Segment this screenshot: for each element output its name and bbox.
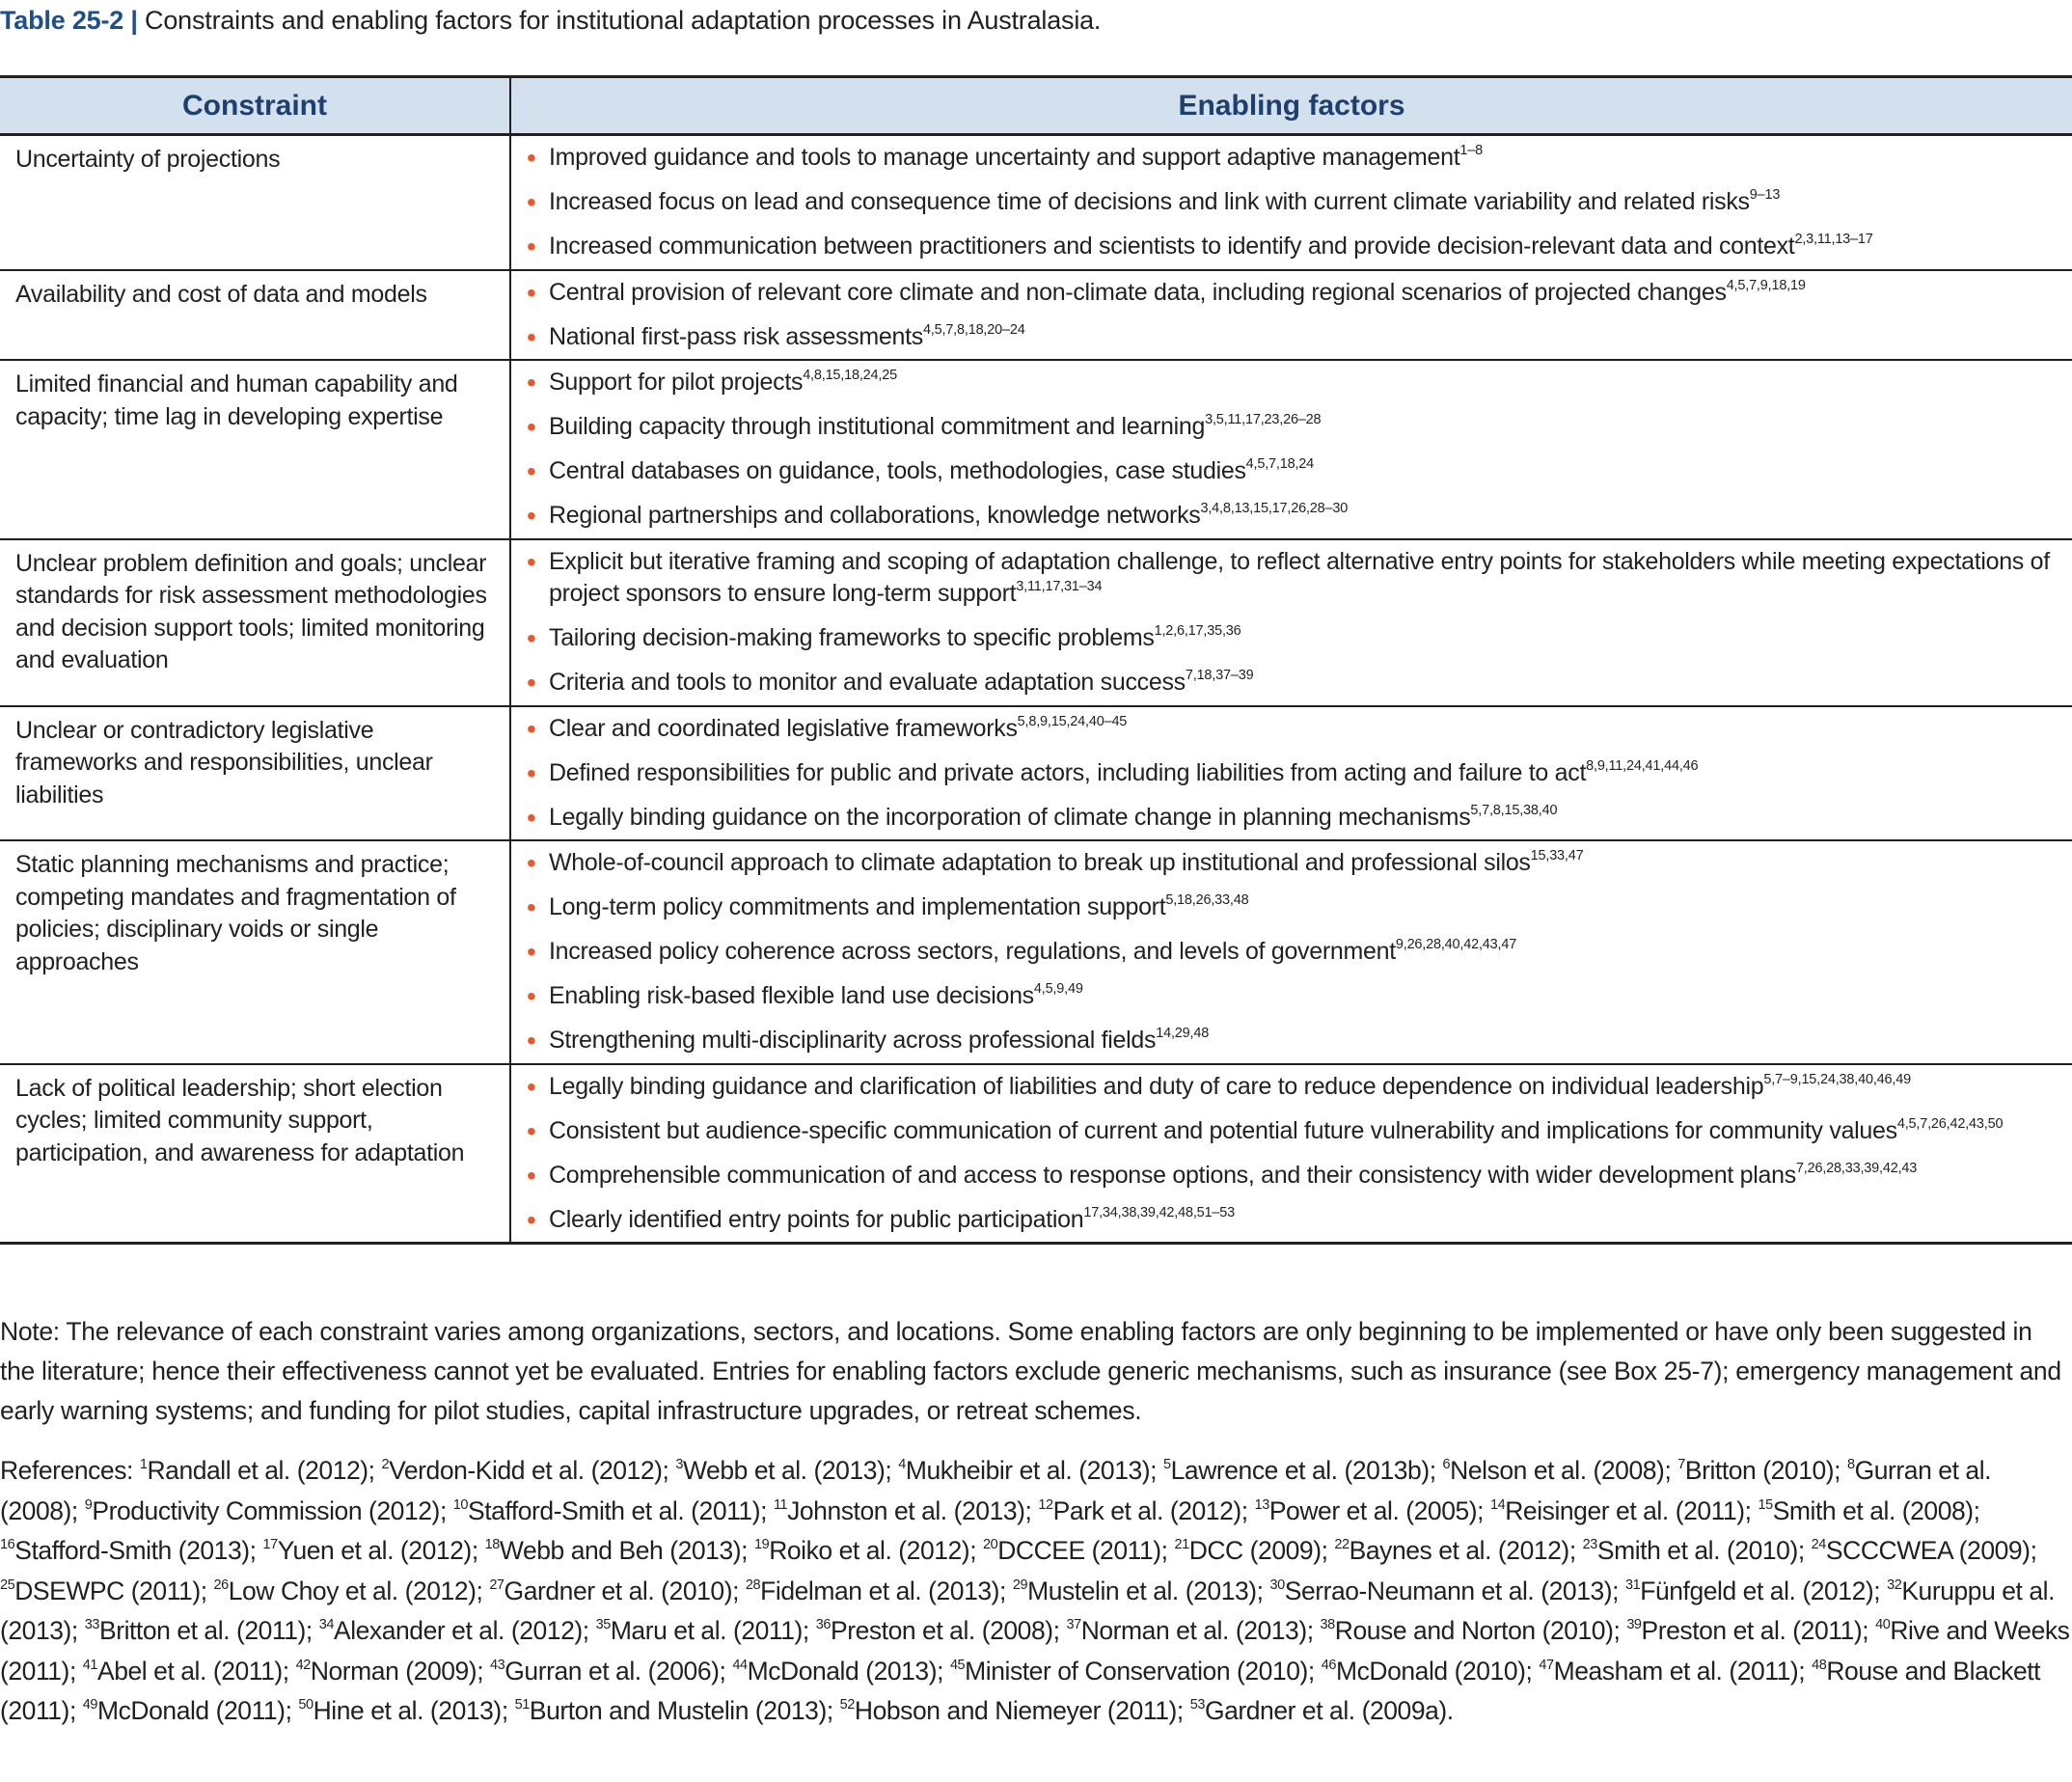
reference-text: Yuen et al. (2012) [277, 1536, 472, 1565]
reference-number: 43 [490, 1657, 505, 1673]
reference-superscript: 7,18,37–39 [1185, 668, 1254, 683]
enabling-factor-text: Legally binding guidance and clarification of liabilities and duty of care to reduce dependence on individual leadership [549, 1072, 1764, 1100]
reference-text: DSEWPC (2011) [14, 1576, 201, 1605]
reference-item [490, 1657, 720, 1686]
reference-number: 35 [595, 1617, 611, 1632]
bullet-icon: • [527, 1160, 536, 1191]
enabling-factor-text: Criteria and tools to monitor and evaluate adaptation success [549, 669, 1186, 696]
enabling-factor-text: Clearly identified entry points for public participation [549, 1205, 1084, 1233]
reference-item [983, 1536, 1161, 1565]
reference-number: 28 [745, 1576, 761, 1593]
reference-item [840, 1696, 1177, 1725]
table-row [0, 840, 2072, 1064]
bullet-icon: • [527, 802, 536, 833]
reference-item [515, 1696, 827, 1725]
enabling-factor-item [527, 186, 2066, 219]
table-body [0, 135, 2072, 1244]
reference-item [1583, 1536, 1798, 1565]
bullet-icon: • [527, 757, 536, 788]
table-row [0, 1064, 2072, 1244]
reference-text: SCCCWEA (2009) [1825, 1536, 2031, 1565]
reference-number: 5 [1163, 1457, 1171, 1472]
bullet-icon: • [527, 501, 536, 531]
reference-number: 3 [675, 1457, 683, 1472]
reference-item [1038, 1496, 1240, 1525]
reference-superscript: 7,26,28,33,39,42,43 [1795, 1160, 1918, 1176]
enabling-factor-item [527, 980, 2066, 1013]
reference-item [1334, 1536, 1568, 1565]
enabling-factor-item [527, 142, 2066, 175]
reference-item [296, 1657, 477, 1686]
reference-item [83, 1657, 283, 1686]
reference-text: Abel et al. (2011) [97, 1656, 283, 1686]
bullet-icon: • [527, 713, 536, 744]
bullet-icon: • [527, 1204, 536, 1235]
reference-item [1539, 1657, 1798, 1686]
reference-item [1625, 1576, 1873, 1605]
constraint-cell: Availability and cost of data and models [0, 270, 510, 361]
reference-item [898, 1456, 1150, 1485]
enabling-factor-item [527, 277, 2066, 310]
enabling-factor-item [527, 667, 2066, 699]
reference-text: Productivity Commission (2012) [92, 1495, 440, 1525]
reference-number: 22 [1334, 1537, 1350, 1552]
reference-number: 33 [84, 1617, 99, 1632]
bullet-icon: • [527, 1026, 536, 1055]
reference-text: Preston et al. (2011) [1641, 1616, 1863, 1645]
table-row [0, 539, 2072, 706]
reference-text: Randall et al. (2012) [147, 1456, 368, 1485]
reference-number: 4 [898, 1457, 906, 1472]
bullet-icon: • [527, 668, 536, 698]
reference-text: Gurran et al. (2008) [0, 1456, 1992, 1525]
table-note: Note: The relevance of each constraint varies among organizations, sectors, and locations. Some enabling factors are only beginning to be implemented or have only been suggested in the literature; hence their effectiveness cannot yet be evaluated. Entries for enabling factors exclude generic mechanisms, such as insurance (see Box 25-7); emergency management and early warning systems; and funding for pilot studies, capital infrastructure upgrades, or retreat schemes. [0, 1317, 2061, 1425]
enabling-factor-text: Tailoring decision-making frameworks to specific problems [549, 624, 1155, 651]
enabling-factors-list [527, 1071, 2066, 1237]
enabling-factor-item [527, 757, 2066, 790]
bullet-icon: • [527, 1071, 536, 1102]
enabling-factor-text: Comprehensible communication of and access to response options, and their consistency with wider development plans [549, 1161, 1796, 1189]
enabling-factor-text: Strengthening multi-disciplinarity across professional fields [549, 1027, 1157, 1054]
reference-item [754, 1536, 969, 1565]
reference-text: Johnston et al. (2013) [787, 1495, 1025, 1525]
reference-superscript: 5,7,8,15,38,40 [1470, 802, 1558, 818]
reference-superscript: 14,29,48 [1156, 1026, 1210, 1041]
reference-number: 36 [815, 1617, 831, 1632]
constraint-cell: Unclear or contradictory legislative frameworks and responsibilities, unclear liabilities [0, 706, 510, 841]
reference-number: 25 [0, 1576, 15, 1593]
bullet-icon: • [527, 1115, 536, 1146]
reference-text: Verdon-Kidd et al. (2012) [389, 1456, 663, 1485]
reference-item [85, 1616, 306, 1645]
constraint-cell: Unclear problem definition and goals; unclear standards for risk assessment methodologies and decision support tools; limited monitoring and evaluation [0, 539, 510, 706]
enabling-factor-text: Explicit but iterative framing and scoping of adaptation challenge, to reflect alternative entry points for stakeholders while meeting expectations of project sponsors to ensure long-term support [549, 547, 2050, 607]
reference-text: McDonald (2010) [1335, 1656, 1526, 1686]
enabling-factor-text: Building capacity through institutional commitment and learning [549, 413, 1206, 440]
enabling-factors-cell [510, 270, 2072, 361]
enabling-factors-list [527, 847, 2066, 1057]
reference-number: 42 [295, 1657, 311, 1673]
reference-item [0, 1536, 250, 1565]
reference-number: 53 [1189, 1697, 1205, 1713]
reference-number: 24 [1811, 1537, 1826, 1552]
enabling-factor-text: Legally binding guidance on the incorporation of climate change in planning mechanisms [549, 803, 1471, 831]
enabling-factor-item [527, 1115, 2066, 1148]
reference-item [1490, 1496, 1745, 1525]
reference-number: 46 [1321, 1657, 1336, 1673]
enabling-factors-cell [510, 135, 2072, 270]
reference-text: Preston et al. (2008) [830, 1616, 1053, 1645]
enabling-factor-text: Consistent but audience-specific communication of current and potential future vulnerability and implications for community values [549, 1116, 1897, 1144]
reference-superscript: 5,8,9,15,24,40–45 [1017, 713, 1128, 729]
reference-text: Rouse and Blackett (2011) [0, 1656, 2041, 1725]
reference-number: 18 [484, 1537, 500, 1552]
reference-number: 27 [489, 1576, 504, 1593]
enabling-factor-item [527, 546, 2066, 611]
reference-superscript: 4,5,7,9,18,19 [1726, 277, 1806, 293]
reference-text: Measham et al. (2011) [1553, 1656, 1799, 1686]
reference-item [1812, 1536, 2031, 1565]
enabling-factor-item [527, 231, 2066, 263]
reference-item [298, 1696, 501, 1725]
reference-superscript: 15,33,47 [1530, 848, 1584, 864]
reference-number: 21 [1174, 1537, 1189, 1552]
reference-item [596, 1616, 803, 1645]
bullet-icon: • [527, 232, 536, 261]
reference-item [85, 1496, 440, 1525]
reference-superscript: 4,8,15,18,24,25 [803, 368, 897, 383]
reference-text: Britton et al. (2011) [98, 1616, 306, 1645]
table-number: Table 25-2 [0, 6, 124, 35]
reference-superscript: 5,18,26,33,48 [1165, 892, 1249, 908]
reference-text: Norman et al. (2013) [1080, 1616, 1307, 1645]
reference-number: 52 [839, 1697, 855, 1713]
reference-text: Hine et al. (2013) [313, 1696, 502, 1725]
reference-number: 11 [773, 1496, 788, 1513]
bullet-icon: • [527, 937, 536, 967]
reference-text: Rouse and Norton (2010) [1334, 1616, 1614, 1645]
bullet-icon: • [527, 368, 536, 398]
reference-number: 10 [452, 1496, 468, 1513]
reference-item [675, 1456, 885, 1485]
reference-item [1626, 1616, 1862, 1645]
bullet-icon: • [527, 321, 536, 352]
enabling-factor-item [527, 321, 2066, 354]
reference-item [140, 1456, 368, 1485]
reference-item [1758, 1496, 1973, 1525]
reference-text: Britton (2010) [1684, 1456, 1835, 1485]
bullet-icon: • [527, 546, 536, 577]
enabling-factor-item [527, 1160, 2066, 1193]
reference-item [485, 1536, 742, 1565]
reference-text: Lawrence et al. (2013b) [1170, 1456, 1430, 1485]
reference-number: 41 [82, 1657, 97, 1673]
enabling-factors-list [527, 142, 2066, 263]
reference-item [382, 1456, 663, 1485]
enabling-factors-cell [510, 1064, 2072, 1244]
enabling-factor-item [527, 622, 2066, 655]
enabling-factor-text: Long-term policy commitments and implementation support [549, 893, 1166, 920]
bullet-icon: • [527, 456, 536, 486]
reference-number: 51 [514, 1697, 530, 1713]
reference-item [214, 1576, 477, 1605]
reference-text: McDonald (2011) [97, 1696, 286, 1725]
enabling-factor-item [527, 891, 2066, 924]
reference-number: 19 [753, 1537, 770, 1552]
reference-item [950, 1657, 1308, 1686]
reference-text: Minister of Conservation (2010) [965, 1656, 1308, 1686]
reference-superscript: 3,4,8,13,15,17,26,28–30 [1200, 501, 1349, 516]
reference-item [1174, 1536, 1321, 1565]
reference-number: 47 [1539, 1657, 1554, 1673]
enabling-factor-item [527, 1204, 2066, 1237]
reference-item [774, 1496, 1025, 1525]
reference-text: Webb et al. (2013) [682, 1456, 886, 1485]
reference-text: Fidelman et al. (2013) [760, 1576, 1000, 1605]
reference-item [1013, 1576, 1257, 1605]
bullet-icon: • [527, 892, 536, 922]
reference-text: Burton and Mustelin (2013) [529, 1696, 827, 1725]
reference-number: 26 [213, 1576, 229, 1593]
reference-text: Kuruppu et al. (2013) [0, 1576, 2056, 1645]
reference-text: Mukheibir et al. (2013) [905, 1456, 1151, 1485]
reference-number: 32 [1887, 1576, 1902, 1593]
reference-item [1443, 1456, 1665, 1485]
reference-number: 45 [949, 1657, 966, 1673]
reference-number: 30 [1269, 1576, 1285, 1593]
caption-separator: | [130, 6, 138, 35]
reference-text: Webb and Beh (2013) [499, 1536, 742, 1565]
enabling-factor-item [527, 713, 2066, 746]
reference-superscript: 4,5,7,18,24 [1245, 456, 1315, 472]
reference-text: Reisinger et al. (2011) [1505, 1495, 1745, 1525]
reference-item [489, 1576, 732, 1605]
table-header-row [0, 77, 2072, 135]
reference-superscript: 2,3,11,13–17 [1794, 232, 1873, 247]
reference-superscript: 4,5,7,8,18,20–24 [922, 321, 1025, 338]
enabling-factors-list [527, 277, 2066, 354]
reference-superscript: 9,26,28,40,42,43,47 [1395, 937, 1517, 952]
table-row [0, 360, 2072, 539]
enabling-factor-text: Regional partnerships and collaborations, knowledge networks [549, 502, 1201, 529]
reference-number: 15 [1758, 1496, 1773, 1513]
bullet-icon: • [527, 143, 536, 173]
reference-number: 6 [1442, 1457, 1451, 1472]
enabling-factors-list [527, 367, 2066, 533]
reference-text: Gardner et al. (2010) [504, 1576, 733, 1605]
reference-item [1322, 1657, 1526, 1686]
reference-number: 44 [732, 1657, 748, 1673]
reference-item [1677, 1456, 1834, 1485]
reference-item [816, 1616, 1053, 1645]
reference-text: DCCEE (2011) [997, 1536, 1161, 1565]
table-row [0, 135, 2072, 270]
reference-superscript: 1–8 [1459, 143, 1483, 158]
reference-text: Fünfgeld et al. (2012) [1640, 1576, 1874, 1605]
reference-item [1066, 1616, 1306, 1645]
reference-text: Smith et al. (2008) [1772, 1495, 1974, 1525]
reference-number: 50 [298, 1697, 314, 1713]
reference-number: 2 [381, 1457, 390, 1472]
constraint-cell: Static planning mechanisms and practice; competing mandates and fragmentation of policies; disciplinary voids or single approaches [0, 840, 510, 1064]
reference-text: Serrao-Neumann et al. (2013) [1284, 1576, 1613, 1605]
enabling-factor-text: Improved guidance and tools to manage uncertainty and support adaptive management [549, 144, 1460, 171]
reference-number: 14 [1490, 1496, 1506, 1513]
reference-text: Gurran et al. (2006) [504, 1656, 720, 1686]
reference-superscript: 3,11,17,31–34 [1016, 579, 1103, 594]
column-header-enabling-factors: Enabling factors [510, 77, 2072, 135]
reference-text: Smith et al. (2010) [1596, 1536, 1798, 1565]
caption-text: Constraints and enabling factors for institutional adaptation processes in Australasia. [145, 6, 1102, 35]
reference-number: 17 [262, 1537, 278, 1552]
reference-text: Baynes et al. (2012) [1349, 1536, 1569, 1565]
reference-text: Mustelin et al. (2013) [1027, 1576, 1257, 1605]
constraint-cell: Uncertainty of projections [0, 135, 510, 270]
table-row [0, 270, 2072, 361]
reference-text: Alexander et al. (2012) [333, 1616, 583, 1645]
enabling-factor-text: Clear and coordinated legislative frameworks [549, 714, 1018, 742]
reference-text: Roiko et al. (2012) [769, 1536, 970, 1565]
enabling-factor-text: Enabling risk-based flexible land use decisions [549, 982, 1034, 1009]
reference-superscript: 4,5,9,49 [1033, 981, 1083, 997]
enabling-factor-text: National first-pass risk assessments [549, 322, 923, 350]
reference-number: 38 [1320, 1617, 1335, 1632]
enabling-factor-item [527, 936, 2066, 969]
reference-superscript: 4,5,7,26,42,43,50 [1896, 1115, 2004, 1132]
enabling-factors-list [527, 546, 2066, 699]
enabling-factor-item [527, 1025, 2066, 1057]
enabling-factors-cell [510, 706, 2072, 841]
bullet-icon: • [527, 848, 536, 878]
reference-text: Low Choy et al. (2012) [228, 1576, 477, 1605]
reference-item [319, 1616, 583, 1645]
reference-number: 13 [1254, 1496, 1269, 1513]
reference-item [746, 1576, 999, 1605]
enabling-factor-text: Support for pilot projects [549, 369, 804, 396]
enabling-factor-text: Central databases on guidance, tools, methodologies, case studies [549, 457, 1246, 484]
reference-text: Power et al. (2005) [1268, 1495, 1478, 1525]
reference-number: 34 [318, 1617, 334, 1632]
enabling-factor-item [527, 411, 2066, 444]
reference-superscript: 9–13 [1749, 187, 1781, 203]
references-prefix: References: [0, 1456, 140, 1485]
reference-number: 39 [1626, 1617, 1642, 1632]
reference-number: 29 [1012, 1576, 1028, 1593]
reference-number: 12 [1038, 1496, 1053, 1513]
reference-text: Nelson et al. (2008) [1450, 1456, 1665, 1485]
reference-item [1255, 1496, 1478, 1525]
enabling-factor-item [527, 1071, 2066, 1104]
enabling-factor-item [527, 847, 2066, 880]
enabling-factor-text: Defined responsibilities for public and private actors, including liabilities from acting and failure to act [549, 758, 1587, 786]
reference-item [0, 1576, 201, 1605]
reference-number: 16 [0, 1537, 15, 1552]
enabling-factor-item [527, 500, 2066, 533]
enabling-factor-text: Increased communication between practitioners and scientists to identify and provide decision-relevant data and context [549, 233, 1795, 260]
reference-number: 1 [139, 1457, 148, 1472]
reference-number: 37 [1066, 1617, 1081, 1632]
bullet-icon: • [527, 187, 536, 217]
reference-superscript: 17,34,38,39,42,48,51–53 [1083, 1204, 1236, 1220]
enabling-factors-cell [510, 539, 2072, 706]
reference-text: Hobson and Niemeyer (2011) [854, 1696, 1177, 1725]
table-row [0, 706, 2072, 841]
enabling-factor-text: Increased focus on lead and consequence time of decisions and link with current climate variability and related risks [549, 188, 1750, 215]
reference-text: Stafford-Smith (2013) [14, 1536, 250, 1565]
reference-number: 20 [983, 1537, 998, 1552]
reference-text: DCC (2009) [1188, 1536, 1322, 1565]
reference-text: Stafford-Smith et al. (2011) [468, 1495, 761, 1525]
reference-item [1269, 1576, 1612, 1605]
reference-number: 23 [1582, 1537, 1597, 1552]
constraint-cell: Lack of political leadership; short election cycles; limited community support, participation, and awareness for adaptation [0, 1064, 510, 1244]
reference-item [83, 1696, 286, 1725]
table-caption [0, 4, 1101, 37]
reference-text: Gardner et al. (2009a) [1204, 1696, 1447, 1725]
references-list: $^1$Randall et al. (2012); $^2$Verdon-Kidd et al. (2012); $^3$Webb et al. (2013); $^4$Mukheibir et al. (2013); $^5$Lawrence et al. (2013b); $^6$Nelson et al. (2008); $^7$Britton (2010); $^8$Gurran et al. (2008); $^9$Productivity Commission (2012); $^{10}$Stafford-Smith et al. (2011); $^{11}$Johnston et al. (2013); $^{12}$Park et al. (2012); $^{13}$Power et al. (2005); $^{14}$Reisinger et al. (2011); $^{15}$Smith et al. (2008); $^{16}$Stafford-Smith (2013); $^{17}$Yuen et al. (2012); $^{18}$Webb and Beh (2013); $^{19}$Roiko et al. (2012); $^{20}$DCCEE (2011); $^{21}$DCC (2009); $^{22}$Baynes et al. (2012); $^{23}$Smith et al. (2010); $^{24}$SCCCWEA (2009); $^{25}$DSEWPC (2011); $^{26}$Low Choy et al. (2012); $^{27}$Gardner et al. (2010); $^{28}$Fidelman et al. (2013); $^{29}$Mustelin et al. (2013); $^{30}$Serrao-Neumann et al. (2013); $^{31}$Fünfgeld et al. (2012); $^{32}$Kuruppu et al. (2013); $^{33}$Britton et al. (2011); $^{34}$Alexander et al. (2012); $^{35}$Maru et al. (2011); $^{36}$Preston et al. (2008); $^{37}$Norman et al. (2013); $^{38}$Rouse and Norton (2010); $^{39}$Preston et al. (2011); $^{40}$Rive and Weeks (2011); $^{41}$Abel et al. (2011); $^{42}$Norman (2009); $^{43}$Gurran et al. (2006); $^{44}$McDonald (2013); $^{45}$Minister of Conservation (2010); $^{46}$McDonald (2010); $^{47}$Measham et al. (2011); $^{48}$Rouse and Blackett (2011); $^{49}$McDonald (2011); $^{50}$Hine et al. (2013); $^{51}$Burton and Mustelin (2013); $^{52}$Hobson and Niemeyer (2011); $^{53}$Gardner et al. (2009a). [0, 1456, 2070, 1725]
reference-item [1190, 1696, 1447, 1725]
reference-item [1163, 1456, 1430, 1485]
reference-number: 8 [1846, 1457, 1855, 1472]
enabling-factors-cell [510, 840, 2072, 1064]
constraint-cell: Limited financial and human capability and capacity; time lag in developing expertise [0, 360, 510, 539]
reference-text: Norman (2009) [310, 1656, 477, 1686]
constraints-table [0, 75, 2072, 1245]
reference-number: 40 [1875, 1617, 1891, 1632]
column-header-constraint: Constraint [0, 77, 510, 135]
reference-number: 9 [84, 1496, 93, 1513]
enabling-factor-text: Central provision of relevant core climate and non-climate data, including regional scenarios of projected changes [549, 278, 1727, 306]
reference-item [262, 1536, 471, 1565]
enabling-factors-cell [510, 360, 2072, 539]
reference-item [1321, 1616, 1614, 1645]
bullet-icon: • [527, 277, 536, 308]
reference-superscript: 5,7–9,15,24,38,40,46,49 [1763, 1071, 1911, 1087]
reference-text: Park et al. (2012) [1052, 1495, 1241, 1525]
bullet-icon: • [527, 623, 536, 653]
enabling-factor-text: Whole-of-council approach to climate adaptation to break up institutional and professional silos [549, 849, 1531, 876]
reference-text: Rive and Weeks (2011) [0, 1616, 2070, 1686]
reference-item [732, 1657, 937, 1686]
reference-text: Maru et al. (2011) [610, 1616, 803, 1645]
enabling-factor-text: Increased policy coherence across sectors, regulations, and levels of government [549, 938, 1396, 965]
reference-text: McDonald (2013) [747, 1656, 938, 1686]
bullet-icon: • [527, 412, 536, 442]
reference-number: 49 [82, 1697, 97, 1713]
reference-number: 31 [1625, 1576, 1641, 1593]
reference-superscript: 3,5,11,17,23,26–28 [1205, 412, 1322, 427]
reference-superscript: 8,9,11,24,41,44,46 [1586, 757, 1699, 774]
reference-number: 48 [1812, 1657, 1827, 1673]
references [0, 1451, 2072, 1732]
reference-superscript: 1,2,6,17,35,36 [1154, 623, 1241, 639]
enabling-factor-item [527, 802, 2066, 835]
reference-item [453, 1496, 760, 1525]
enabling-factors-list [527, 713, 2066, 835]
enabling-factor-item [527, 455, 2066, 488]
enabling-factor-item [527, 367, 2066, 399]
bullet-icon: • [527, 981, 536, 1011]
reference-number: 7 [1677, 1457, 1685, 1472]
